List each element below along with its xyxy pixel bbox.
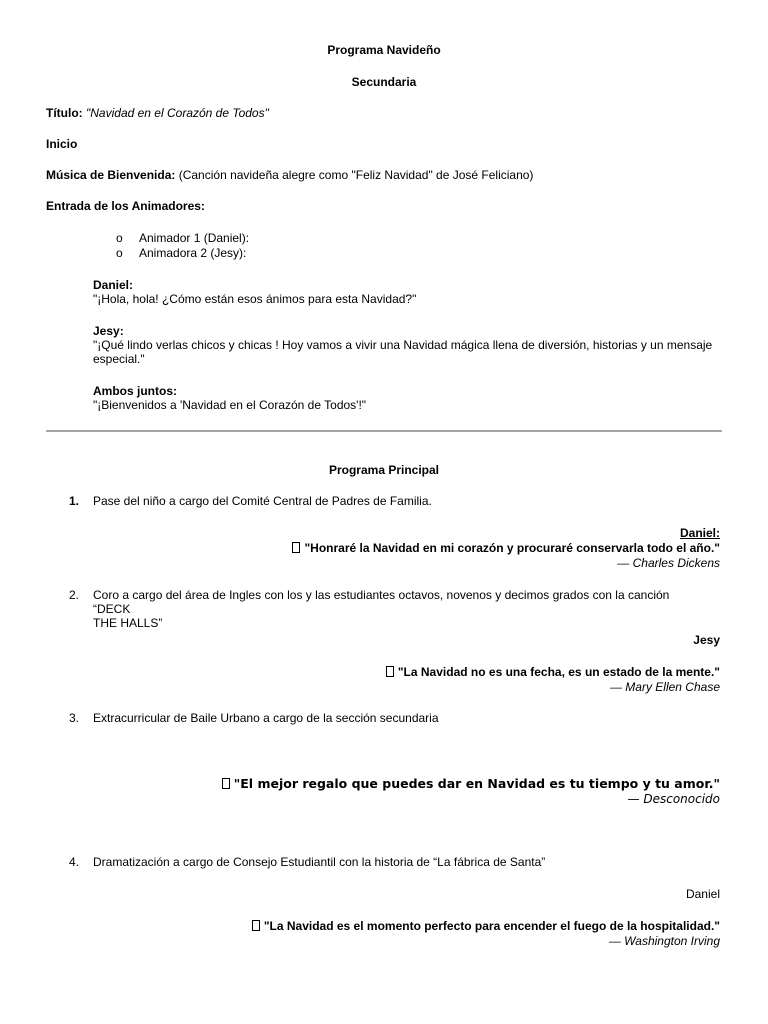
quote-author: — Desconocido xyxy=(627,792,720,806)
musica-value: (Canción navideña alegre como "Feliz Navidad" de José Feliciano) xyxy=(178,168,534,182)
quote-author: — Mary Ellen Chase xyxy=(609,680,720,694)
quote-author: — Charles Dickens xyxy=(617,556,720,570)
dialogue-daniel xyxy=(93,278,416,306)
entrada-heading: Entrada de los Animadores: xyxy=(46,199,205,213)
quote-content: "La Navidad es el momento perfecto para encender el fuego de la hospitalidad." xyxy=(263,919,720,933)
animador-item: Animadora 2 (Jesy): xyxy=(139,246,247,260)
dialogue-line: "¡Qué lindo verlas chicos y chicas ! Hoy vamos a vivir una Navidad mágica llena de diversión, historias y un mensaje xyxy=(93,338,713,352)
item-number: 1. xyxy=(69,494,80,508)
inicio-heading: Inicio xyxy=(46,137,78,151)
speaker-label: Jesy xyxy=(693,633,720,647)
dialogue-line: especial." xyxy=(93,352,145,366)
speaker-label: Daniel xyxy=(685,887,720,901)
dialogue-speaker: Daniel: xyxy=(93,278,134,292)
missing-glyph-icon xyxy=(252,920,260,931)
dialogue-ambos xyxy=(93,384,366,412)
quote-text xyxy=(386,665,720,679)
titulo-line xyxy=(46,106,269,120)
program-item-line: Dramatización a cargo de Consejo Estudiantil con la historia de “La fábrica de Santa” xyxy=(93,855,546,869)
quote-text xyxy=(292,541,720,555)
quote-content: "La Navidad no es una fecha, es un estado de la mente." xyxy=(397,665,720,679)
titulo-label: Título: xyxy=(46,106,83,120)
missing-glyph-icon xyxy=(292,542,300,553)
titulo-value: "Navidad en el Corazón de Todos" xyxy=(86,106,269,120)
quote-text xyxy=(252,919,720,933)
quote-content: "El mejor regalo que puedes dar en Navidad es tu tiempo y tu amor." xyxy=(233,776,720,791)
program-item-line: Coro a cargo del área de Ingles con los y las estudiantes octavos, novenos y decimos grados con la canción “DECK xyxy=(93,588,670,616)
document-subtitle: Secundaria xyxy=(351,75,417,89)
bullet-marker: o xyxy=(116,246,123,260)
missing-glyph-icon xyxy=(386,666,394,677)
quote-author: — Washington Irving xyxy=(608,934,720,948)
dialogue-speaker: Ambos juntos: xyxy=(93,384,177,398)
programa-title: Programa Principal xyxy=(328,463,440,477)
item-number: 3. xyxy=(69,711,80,725)
dialogue-speaker: Jesy: xyxy=(93,324,124,338)
program-item xyxy=(93,855,703,869)
dialogue-line: "¡Bienvenidos a 'Navidad en el Corazón de Todos'!" xyxy=(93,398,367,412)
speaker-label: Daniel: xyxy=(679,526,720,540)
bullet-marker: o xyxy=(116,231,123,245)
program-item-line: Pase del niño a cargo del Comité Central de Padres de Familia. xyxy=(93,494,432,508)
dialogue-jesy xyxy=(93,324,713,366)
program-item xyxy=(93,711,703,725)
musica-line xyxy=(46,168,533,182)
horizontal-divider xyxy=(46,430,722,432)
program-item-line: THE HALLS” xyxy=(93,616,163,630)
program-item xyxy=(93,494,703,508)
item-number: 2. xyxy=(69,588,80,602)
program-item-line: Extracurricular de Baile Urbano a cargo de la sección secundaria xyxy=(93,711,439,725)
animador-item: Animador 1 (Daniel): xyxy=(139,231,250,245)
quote-content: "Honraré la Navidad en mi corazón y procuraré conservarla todo el año." xyxy=(304,541,720,555)
dialogue-line: "¡Hola, hola! ¿Cómo están esos ánimos para esta Navidad?" xyxy=(93,292,417,306)
missing-glyph-icon xyxy=(222,778,230,789)
program-item xyxy=(93,588,703,630)
musica-label: Música de Bienvenida: xyxy=(46,168,176,182)
document-title: Programa Navideño xyxy=(327,43,441,57)
item-number: 4. xyxy=(69,855,80,869)
quote-text xyxy=(222,776,720,791)
